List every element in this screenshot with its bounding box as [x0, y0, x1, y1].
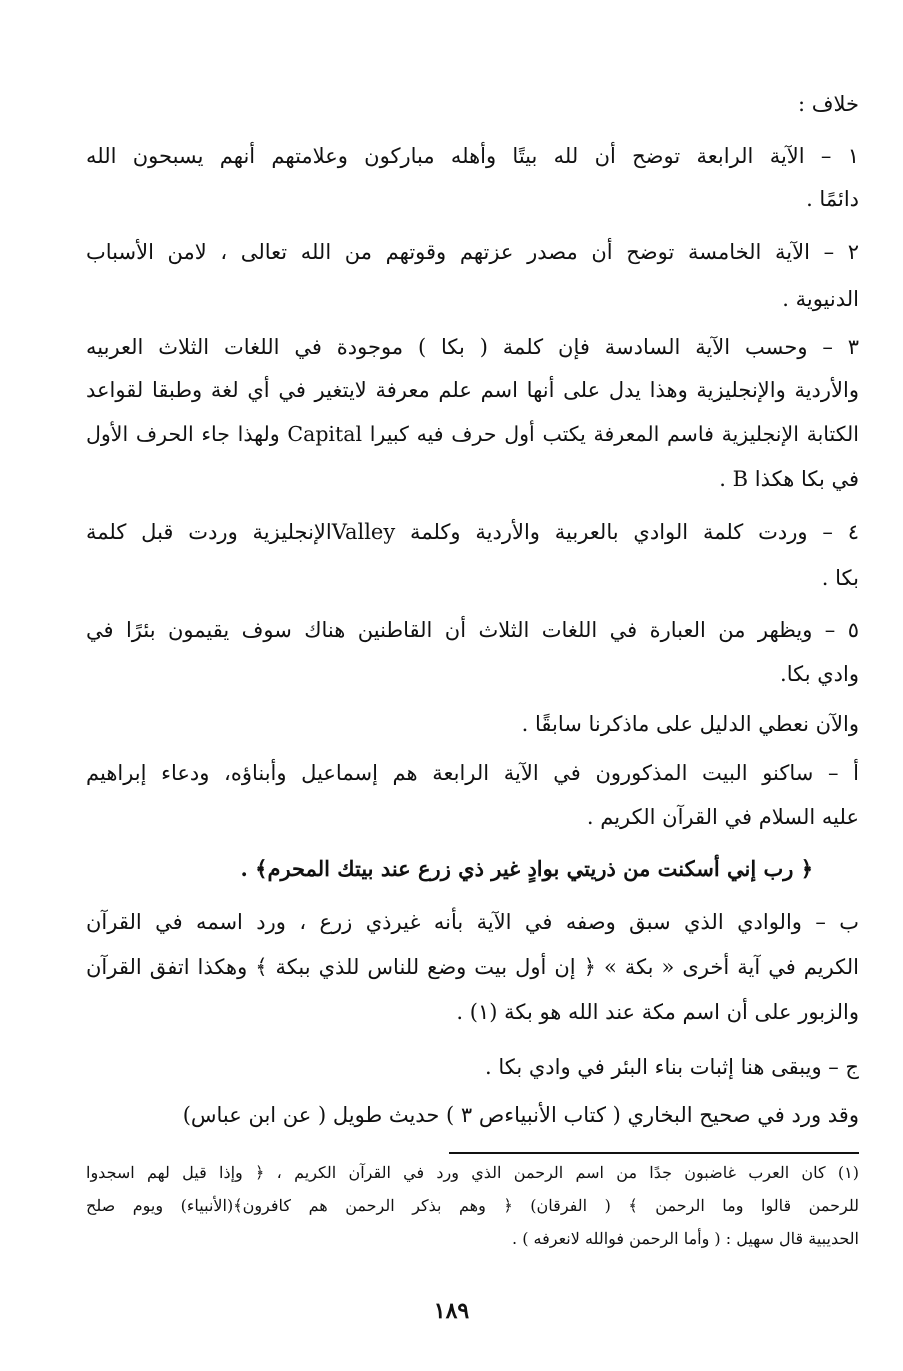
point-a-line-1: أ – ساكنو البيت المذكورون في الآية الرابعة هم إسماعيل وأبناؤه، ودعاء إبراهيم	[86, 761, 859, 785]
footnote-separator	[449, 1152, 859, 1154]
point-2-line-1: ٢ – الآية الخامسة توضح أن مصدر عزتهم وقوتهم من الله تعالى ، لامن الأسباب	[86, 240, 859, 264]
point-1-line-1: ١ – الآية الرابعة توضح أن لله بيتًا وأهله مباركون وعلامتهم أنهم يسبحون الله	[86, 144, 859, 168]
point-3-line-2: والأردية والإنجليزية وهذا يدل على أنها اسم علم معرفة لايتغير في أي لغة وطبقا لقواعد	[86, 378, 859, 402]
point-3-line-1: ٣ – وحسب الآية السادسة فإن كلمة ( بكا ) موجودة في اللغات الثلاث العربيه	[86, 335, 859, 359]
point-5-line-2: وادي بكا.	[780, 662, 859, 686]
intro-line: خلاف :	[797, 92, 859, 116]
quran-verse-1: ﴿ رب إني أسكنت من ذريتي بوادٍ غير ذي زرع عند بيتك المحرم﴾ .	[240, 856, 813, 881]
point-3-line-3: الكتابة الإنجليزية فاسم المعرفة يكتب أول حرف فيه كبيرا Capital ولهذا جاء الحرف الأول	[86, 422, 859, 446]
bukhari-reference-line: وقد ورد في صحيح البخاري ( كتاب الأنبياءص ٣ ) حديث طويل ( عن ابن عباس)	[182, 1103, 859, 1127]
point-b-line-3: والزبور على أن اسم مكة عند الله هو بكة (١) .	[456, 1000, 859, 1024]
footnote-line-3: الحديبية قال سهيل : ( وأما الرحمن فوالله لانعرفه ) .	[512, 1229, 859, 1248]
point-a-line-2: عليه السلام في القرآن الكريم .	[586, 805, 859, 829]
point-c-line: ج – ويبقى هنا إثبات بناء البئر في وادي بكا .	[484, 1055, 859, 1079]
point-2-line-2: الدنيوية .	[782, 287, 859, 311]
page-number: ١٨٩	[433, 1298, 470, 1324]
point-b-line-1: ب – والوادي الذي سبق وصفه في الآية بأنه غيرذي زرع ، ورد اسمه في القرآن	[86, 910, 859, 934]
footnote-line-2: للرحمن قالوا وما الرحمن ﴾ ( الفرقان) ﴿ وهم بذكر الرحمن هم كافرون﴾(الأنبياء) ويوم صلح	[86, 1196, 859, 1215]
point-4-line-2: بكا .	[821, 566, 859, 590]
point-4-line-1: ٤ – وردت كلمة الوادي بالعربية والأردية وكلمة Valleyالإنجليزية وردت قبل كلمة	[86, 520, 859, 544]
point-5-line-1: ٥ – ويظهر من العبارة في اللغات الثلاث أن القاطنين هناك سوف يقيمون بئرًا في	[86, 618, 859, 642]
point-b-line-2: الكريم في آية أخرى « بكة » ﴿ إن أول بيت وضع للناس للذي ببكة ﴾ وهكذا اتفق القرآن	[86, 955, 859, 979]
point-3-line-4: في بكا هكذا B .	[719, 467, 859, 491]
evidence-intro: والآن نعطي الدليل على ماذكرنا سابقًا .	[521, 712, 859, 736]
point-1-line-2: دائمًا .	[806, 187, 859, 211]
footnote-line-1: (١) كان العرب غاضبون جدًا من اسم الرحمن الذي ورد في القرآن الكريم ، ﴿ وإذا قيل لهم اسجدوا	[86, 1163, 860, 1182]
